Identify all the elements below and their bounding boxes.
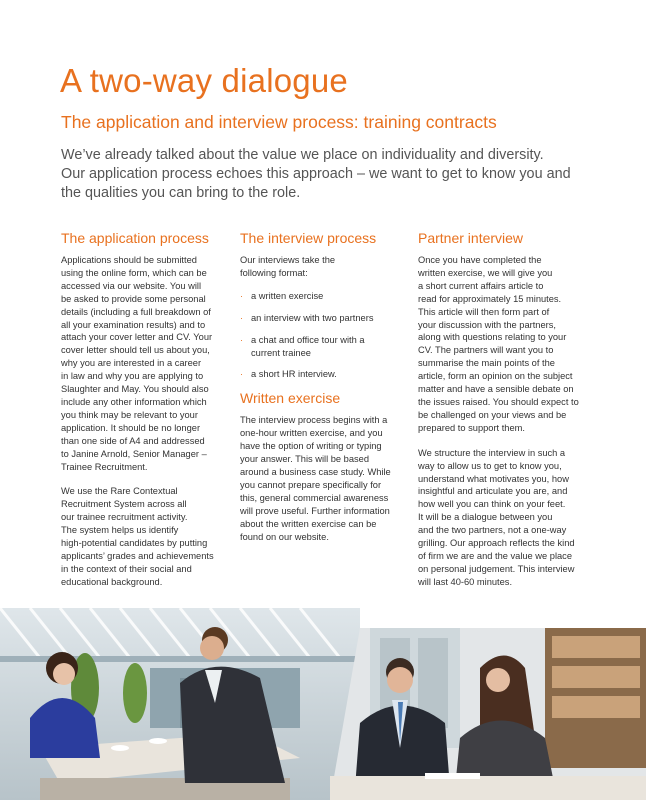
text-line: have the option of writing or typing xyxy=(240,441,382,452)
text-line: Once you have completed the xyxy=(418,255,542,265)
text-line: cover letter should tell us about you, xyxy=(61,345,210,356)
text-line: along with questions relating to your xyxy=(418,332,567,343)
text-line: We structure the interview in such a xyxy=(418,447,566,458)
partner-interview-section xyxy=(418,230,593,589)
written-exercise-heading: Written exercise xyxy=(240,390,341,407)
text-line: your answer. This will be based xyxy=(240,454,370,465)
text-line: how well you can think on your feet. xyxy=(418,499,566,510)
text-line: understand what motivates you, how xyxy=(418,473,569,484)
text-line: a written exercise xyxy=(251,290,324,301)
text-line: details (including a full breakdown of xyxy=(61,306,211,317)
written-exercise-paragraph xyxy=(240,414,415,543)
text-line: of firm we are and the value we place xyxy=(418,550,572,561)
text-line: be asked to provide some personal xyxy=(61,293,206,304)
text-line: you cannot prepare specifically for xyxy=(240,479,382,490)
list-item xyxy=(240,312,415,325)
text-line: about the written exercise can be xyxy=(240,518,377,529)
text-line: than one side of A4 and addressed xyxy=(61,435,205,446)
text-line: matter and have a sensible debate on xyxy=(418,384,574,395)
interview-process-section xyxy=(240,230,415,543)
text-line: applicants’ grades and achievements xyxy=(61,550,214,561)
bullet-icon: · xyxy=(240,369,243,380)
text-line: you think may be relevant to your xyxy=(61,409,198,420)
text-line: Applications should be submitted xyxy=(61,255,197,265)
text-line: accessed via our website. You will xyxy=(61,280,202,291)
text-line: to Janine Arnold, Senior Manager – xyxy=(61,448,207,459)
text-line: your discussion with the partners, xyxy=(418,319,556,330)
text-line: It will be a dialogue between you xyxy=(418,512,553,523)
bullet-icon: · xyxy=(240,334,243,345)
text-line: The interview process begins with a xyxy=(240,415,388,426)
interview-format-list xyxy=(240,290,415,382)
text-line: insightful and articulate you are, and xyxy=(418,486,568,497)
text-line: grilling. Our approach reflects the kind xyxy=(418,538,575,549)
text-line: will prove useful. Further information xyxy=(240,505,390,516)
list-item xyxy=(240,368,415,381)
text-line: all your examination results) and to xyxy=(61,319,206,330)
text-line: Slaughter and May. You should also xyxy=(61,384,209,395)
text-line: high-potential candidates by putting xyxy=(61,538,208,549)
text-line: using the online form, which can be xyxy=(61,267,207,278)
text-line: Recruitment System across all xyxy=(61,499,187,510)
text-line: be challenged on your views and be xyxy=(418,409,567,420)
intro-line: the qualities you can bring to the role. xyxy=(61,185,301,201)
text-line: summarise the main points of the xyxy=(418,358,555,369)
text-line: way to allow us to get to know you, xyxy=(418,460,562,471)
text-line: a short current affairs article to xyxy=(418,280,544,291)
intro-line: Our application process echoes this approach – we want to get to know you and xyxy=(61,166,571,182)
bullet-icon: · xyxy=(240,290,243,301)
text-line: This article will then form part of xyxy=(418,306,550,317)
photo-band xyxy=(0,608,646,800)
text-line: and the two partners, not a one-way xyxy=(418,525,567,536)
text-line: around a business case study. While xyxy=(240,466,391,477)
text-line: Trainee Recruitment. xyxy=(61,461,148,472)
text-line: The system helps us identify xyxy=(61,525,179,536)
photo-interview-office xyxy=(330,628,646,800)
text-line: why you are interested in a career xyxy=(61,358,202,369)
partner-paragraph-1 xyxy=(418,254,593,435)
text-line: our trainee recruitment activity. xyxy=(61,512,188,523)
text-line: Our interviews take the xyxy=(240,255,336,265)
text-line: CV. The partners will want you to xyxy=(418,345,554,356)
intro-paragraph xyxy=(61,146,601,203)
text-line: We use the Rare Contextual xyxy=(61,486,178,497)
application-process-section xyxy=(61,230,231,589)
text-line: in the context of their social and xyxy=(61,563,192,574)
text-line: educational background. xyxy=(61,576,163,587)
list-item xyxy=(240,334,415,360)
text-line: current trainee xyxy=(251,347,311,358)
partner-interview-heading: Partner interview xyxy=(418,230,524,246)
intro-line: We’ve already talked about the value we place on individuality and diversity. xyxy=(61,147,544,163)
text-line: following format: xyxy=(240,267,308,278)
page-subtitle: The application and interview process: training contracts xyxy=(61,112,497,132)
text-line: the issues raised. You should expect to xyxy=(418,396,579,407)
text-line: this, general commercial awareness xyxy=(240,492,389,503)
text-line: include any other information which xyxy=(61,396,207,407)
text-line: will last 40-60 minutes. xyxy=(418,576,513,587)
text-line: an interview with two partners xyxy=(251,312,374,323)
interview-process-heading: The interview process xyxy=(240,230,377,246)
bullet-icon: · xyxy=(240,312,243,323)
text-line: written exercise, we will give you xyxy=(418,267,553,278)
text-line: one-hour written exercise, and you xyxy=(240,428,383,439)
text-line: article, form an opinion on the subject xyxy=(418,371,573,382)
text-line: in law and why you are applying to xyxy=(61,371,204,382)
text-line: found on our website. xyxy=(240,531,329,542)
text-line: attach your cover letter and CV. Your xyxy=(61,332,213,343)
text-line: a short HR interview. xyxy=(251,369,337,380)
text-line: a chat and office tour with a xyxy=(251,334,365,345)
application-paragraph-1 xyxy=(61,254,231,473)
page-title: A two-way dialogue xyxy=(60,62,348,99)
partner-paragraph-2 xyxy=(418,447,593,589)
text-line: prepared to support them. xyxy=(418,422,525,433)
application-process-heading: The application process xyxy=(61,230,209,246)
list-item xyxy=(240,290,415,303)
text-line: on personal judgement. This interview xyxy=(418,563,575,574)
text-line: read for approximately 15 minutes. xyxy=(418,293,562,304)
text-line: application. It should be no longer xyxy=(61,422,201,433)
interview-intro xyxy=(240,254,415,280)
photo-interview-terrace xyxy=(0,608,360,800)
application-paragraph-2 xyxy=(61,485,231,588)
